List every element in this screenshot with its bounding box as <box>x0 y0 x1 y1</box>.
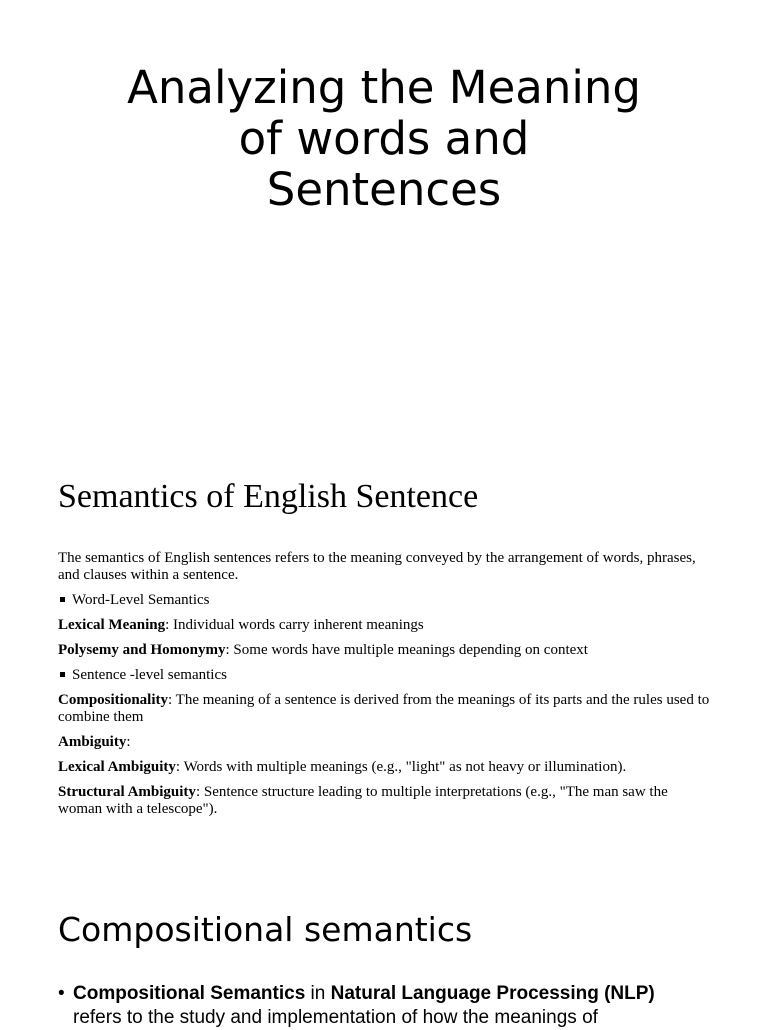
structural-ambiguity-term: Structural Ambiguity <box>58 784 196 800</box>
polysemy-term: Polysemy and Homonymy <box>58 642 226 658</box>
deck-title-line-3: Sentences <box>266 163 502 216</box>
polysemy-text: : Some words have multiple meanings depending on context <box>225 642 588 658</box>
bullet-sentence-level-label: Sentence -level semantics <box>72 667 227 683</box>
structural-ambiguity-text: : Sentence structure leading to multiple interpretations (e.g., "The man saw the woman with a telescope"). <box>58 784 668 817</box>
semantics-body <box>58 550 710 826</box>
bullet-word-level <box>58 592 710 609</box>
round-bullet-icon: • <box>58 983 65 1004</box>
semantics-slide <box>0 430 768 860</box>
compositional-connector: in <box>305 983 331 1004</box>
semantics-intro: The semantics of English sentences refers to the meaning conveyed by the arrangement of words, phrases, and clauses within a sentence. <box>58 550 696 583</box>
bullet-word-level-label: Word-Level Semantics <box>72 592 210 608</box>
polysemy-line <box>58 642 710 659</box>
compositional-body <box>58 982 698 1030</box>
lexical-ambiguity-text: : Words with multiple meanings (e.g., "light" as not heavy or illumination). <box>175 759 627 775</box>
semantics-heading: Semantics of English Sentence <box>58 478 479 515</box>
lexical-meaning-term: Lexical Meaning <box>58 617 166 633</box>
compositional-term: Compositional Semantics <box>73 983 306 1004</box>
title-slide <box>0 0 768 430</box>
nlp-term: Natural Language Processing (NLP) <box>330 983 655 1004</box>
ambiguity-term: Ambiguity <box>58 734 127 750</box>
compositional-text: refers to the study and implementation of how the meanings of <box>73 1007 598 1028</box>
compositional-heading: Compositional semantics <box>58 910 473 949</box>
compositionality-text: : The meaning of a sentence is derived from the meanings of its parts and the rules used to combine them <box>58 692 710 725</box>
deck-title <box>60 62 708 215</box>
lexical-ambiguity-term: Lexical Ambiguity <box>58 759 176 775</box>
structural-ambiguity-line <box>58 784 710 818</box>
lexical-ambiguity-line <box>58 759 710 776</box>
compositionality-line <box>58 692 710 726</box>
compositionality-term: Compositionality <box>58 692 169 708</box>
lexical-meaning-text: : Individual words carry inherent meanings <box>165 617 424 633</box>
bullet-sentence-level <box>58 667 710 684</box>
square-bullet-icon <box>60 672 65 677</box>
deck-title-line-2: of words and <box>238 112 530 165</box>
compositional-slide <box>0 860 768 1028</box>
lexical-meaning-line <box>58 617 710 634</box>
compositional-bullet <box>58 982 698 1030</box>
ambiguity-text: : <box>126 734 131 750</box>
deck-title-line-1: Analyzing the Meaning <box>127 61 641 114</box>
square-bullet-icon <box>60 597 65 602</box>
ambiguity-line <box>58 734 710 751</box>
